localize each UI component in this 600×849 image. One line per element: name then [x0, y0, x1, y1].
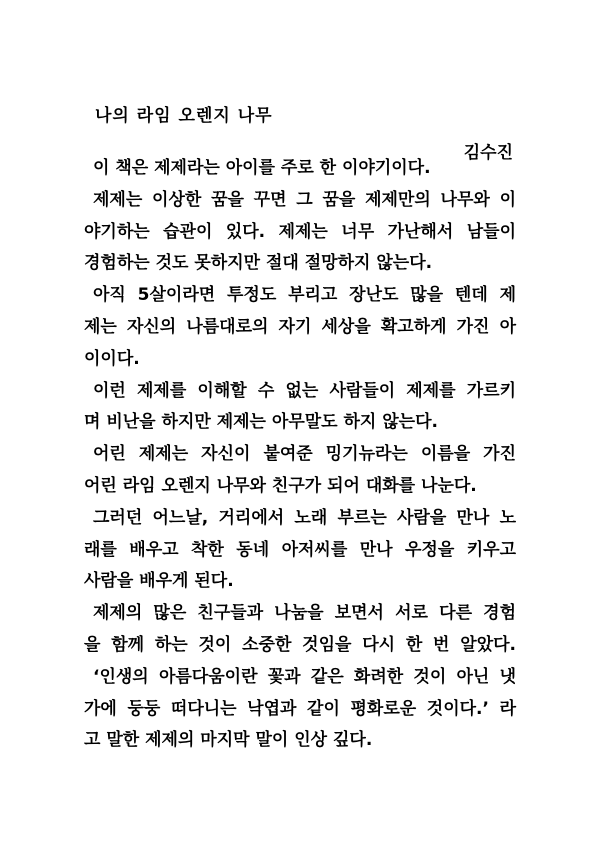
document-author: 김수진 — [463, 143, 513, 163]
text-line: 야기하는 습관이 있다. 제제는 너무 가난해서 남들이 — [84, 221, 516, 242]
text-line: 며 비난을 하지만 제제는 아무말도 하지 않는다. — [84, 412, 438, 433]
text-line: 이이다. — [84, 348, 140, 369]
text-line: 래를 배우고 착한 동네 아저씨를 만나 우정을 키우고 — [84, 539, 516, 560]
text-line: 아직 5살이라면 투정도 부리고 장난도 많을 텐데 제 — [93, 285, 516, 306]
document-body — [84, 153, 516, 757]
text-line: 고 말한 제제의 마지막 말이 인상 깊다. — [84, 730, 373, 751]
text-line: 이 책은 제제라는 아이를 주로 한 이야기이다. — [93, 158, 431, 178]
text-line: 제제의 많은 친구들과 나눔을 보면서 서로 다른 경험 — [93, 603, 516, 624]
text-line: 가에 둥둥 떠다니는 낙엽과 같이 평화로운 것이다.’ 라 — [84, 698, 516, 719]
text-line: 제제는 이상한 꿈을 꾸면 그 꿈을 제제만의 나무와 이 — [93, 189, 516, 210]
text-line: 그러던 어느날, 거리에서 노래 부르는 사람을 만나 노 — [93, 507, 516, 528]
text-line: 어린 라임 오렌지 나무와 친구가 되어 대화를 나눈다. — [84, 475, 477, 496]
text-line: 어린 제제는 자신이 붙여준 밍기뉴라는 이름을 가진 — [93, 444, 516, 465]
document-title: 나의 라임 오렌지 나무 — [95, 106, 273, 126]
text-line: 사람을 배우게 된다. — [84, 571, 234, 592]
text-line: 제는 자신의 나름대로의 자기 세상을 확고하게 가진 아 — [84, 316, 516, 337]
text-line: 을 함께 하는 것이 소중한 것임을 다시 한 번 알았다. — [84, 634, 516, 655]
text-line: ‘인생의 아름다움이란 꽃과 같은 화려한 것이 아닌 냇 — [93, 666, 516, 687]
text-line: 이런 제제를 이해할 수 없는 사람들이 제제를 가르키 — [93, 380, 516, 401]
text-line: 경험하는 것도 못하지만 절대 절망하지 않는다. — [84, 253, 433, 274]
